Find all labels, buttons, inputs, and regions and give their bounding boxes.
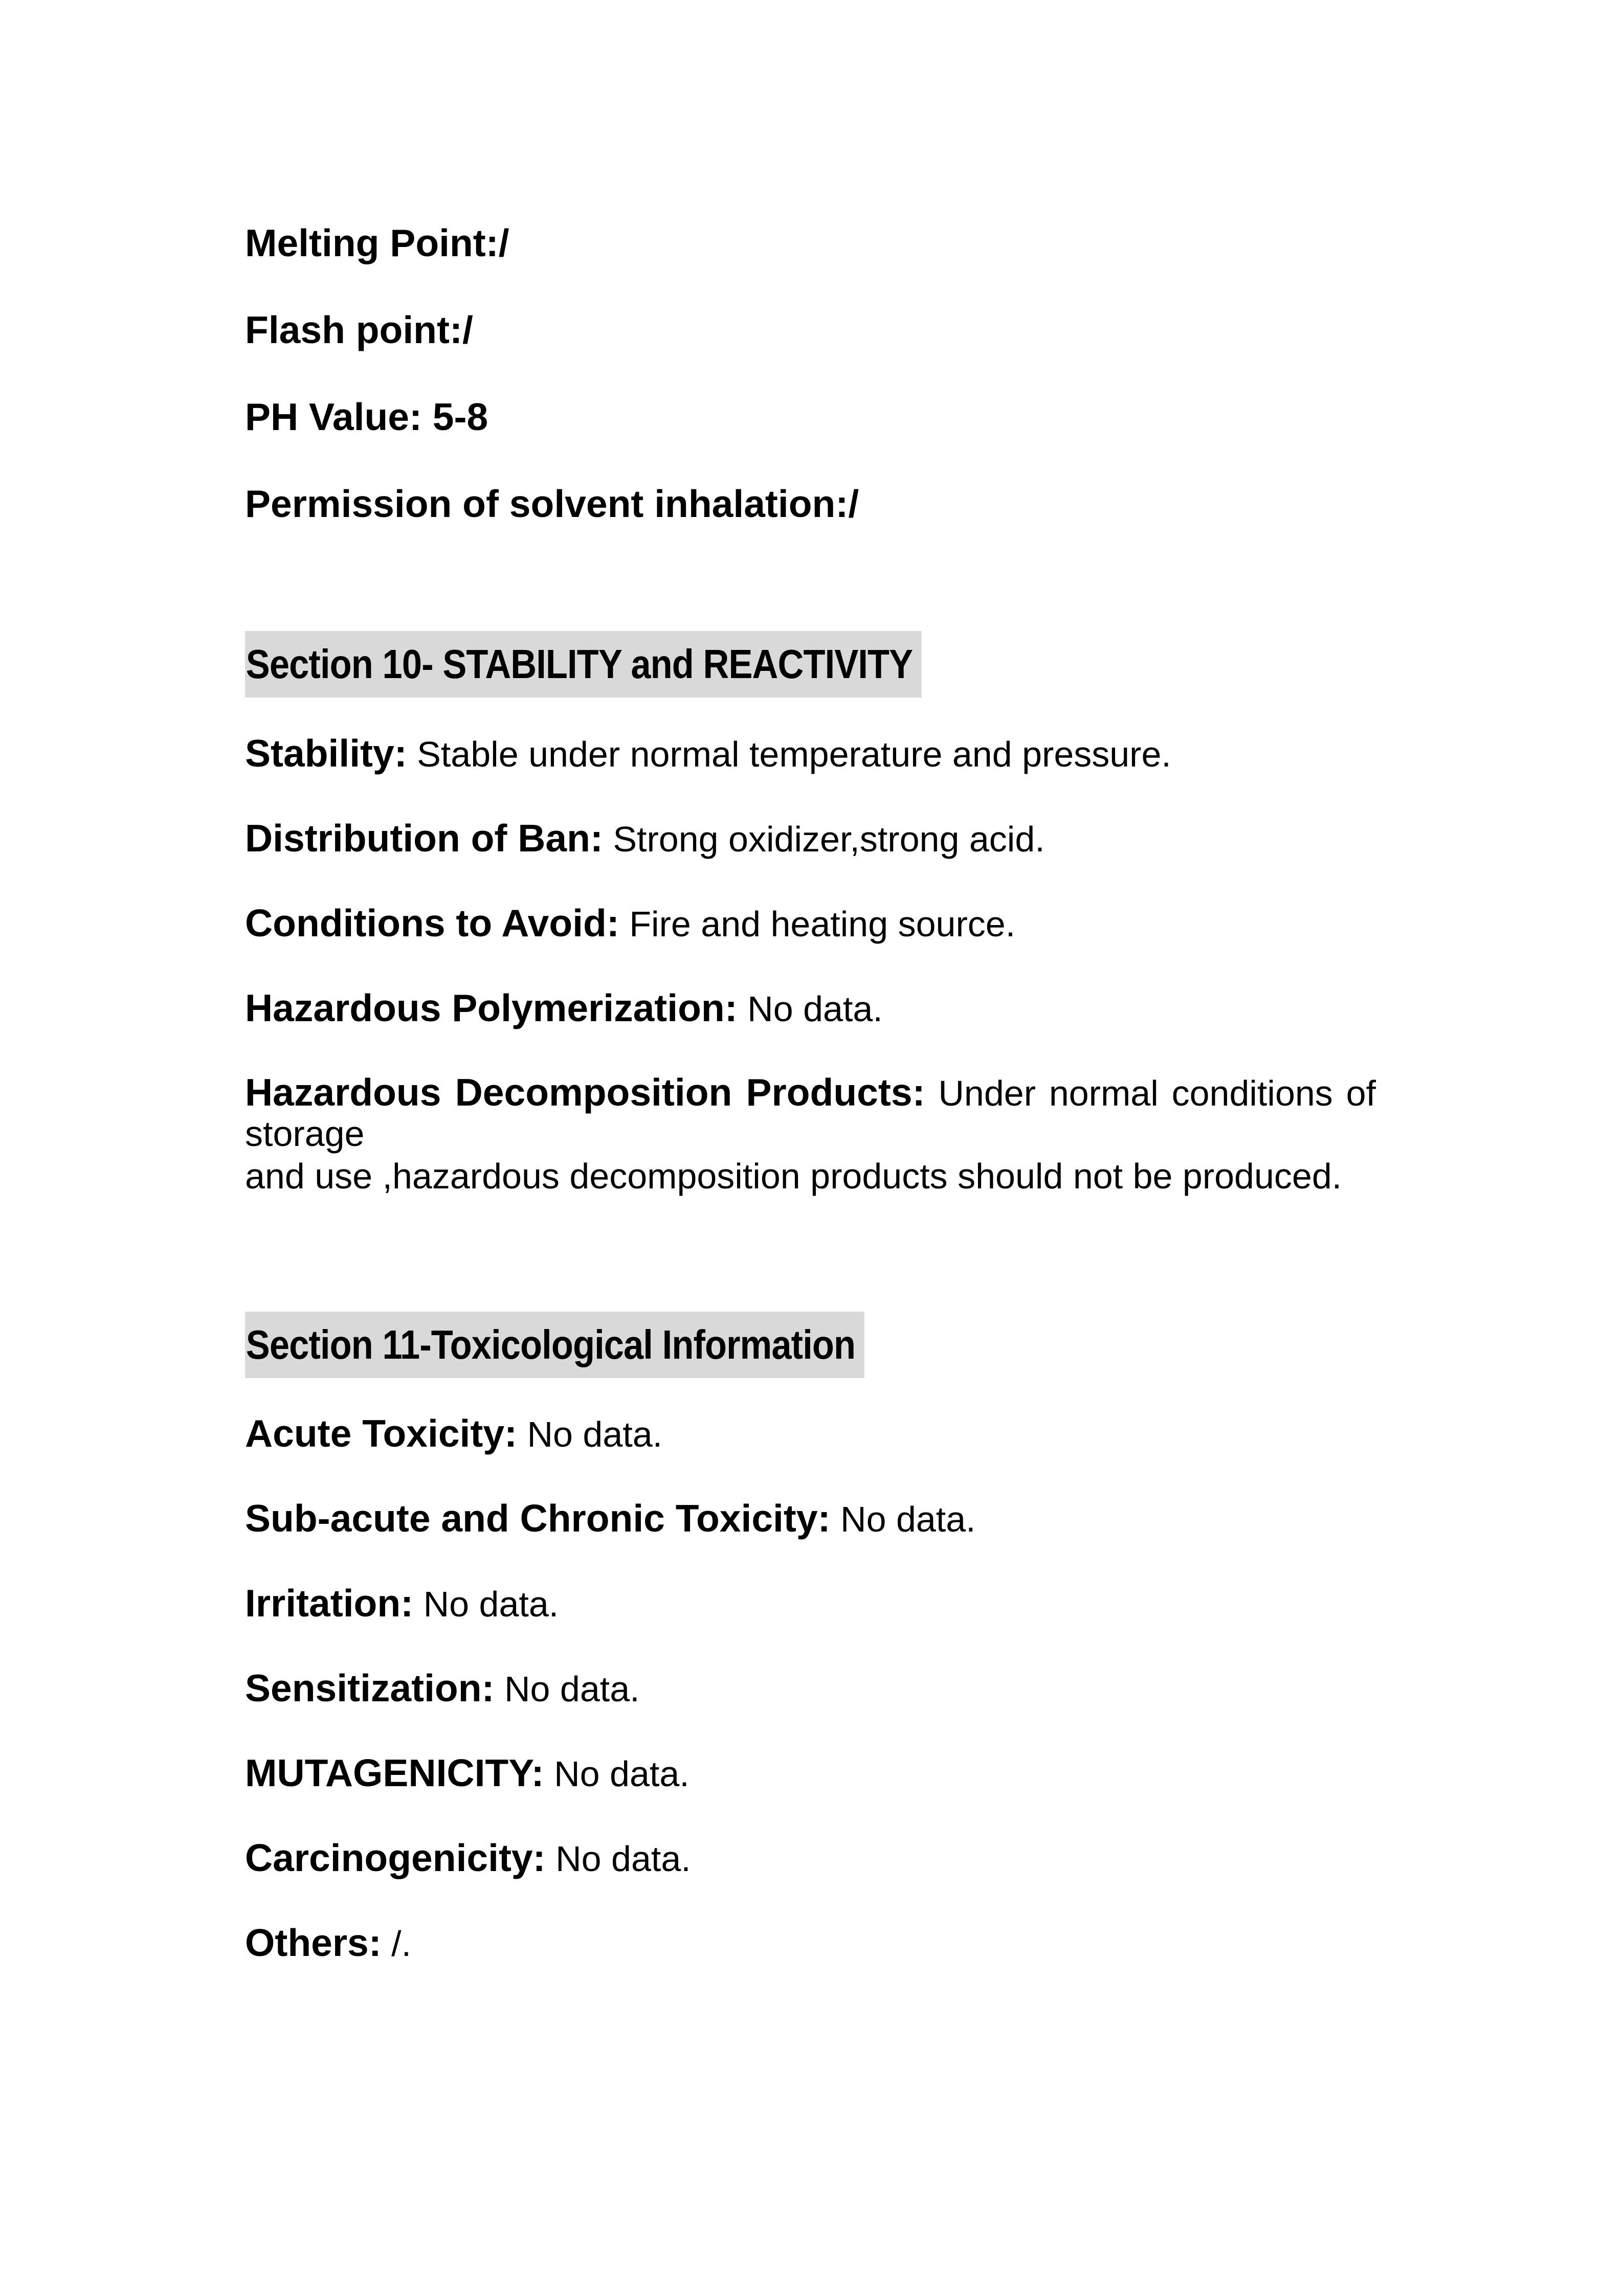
hazardous-decomposition-continuation	[245, 1156, 1376, 1196]
mutagenicity-label: MUTAGENICITY:	[245, 1751, 544, 1794]
carcinogenicity-value: No data.	[555, 1839, 691, 1879]
carcinogenicity-row	[245, 1836, 1376, 1879]
section-10-header	[245, 631, 1014, 697]
others-row	[245, 1921, 1376, 1964]
stability-value: Stable under normal temperature and pressure.	[417, 734, 1171, 774]
acute-toxicity-value: No data.	[527, 1414, 663, 1454]
section-11-header	[245, 1312, 949, 1378]
hazardous-polymerization-value: No data.	[747, 989, 883, 1029]
distribution-of-ban-value: Strong oxidizer,strong acid.	[613, 819, 1045, 859]
sub-acute-chronic-toxicity-value: No data.	[840, 1499, 976, 1539]
sub-acute-chronic-toxicity-label: Sub-acute and Chronic Toxicity:	[245, 1497, 831, 1540]
property-ph-value: PH Value: 5-8	[245, 395, 488, 438]
sensitization-value: No data.	[504, 1669, 640, 1709]
hazardous-polymerization-label: Hazardous Polymerization:	[245, 986, 738, 1029]
others-label: Others:	[245, 1921, 382, 1964]
hazardous-decomposition-row	[245, 1071, 1376, 1154]
conditions-to-avoid-value: Fire and heating source.	[629, 904, 1016, 944]
distribution-of-ban-row	[245, 817, 1376, 860]
stability-row	[245, 732, 1376, 775]
sub-acute-chronic-toxicity-row	[245, 1497, 1376, 1540]
acute-toxicity-label: Acute Toxicity:	[245, 1412, 518, 1455]
hazardous-decomposition-label: Hazardous Decomposition Products:	[245, 1071, 925, 1114]
section-11-title: Section 11-Toxicological Information	[245, 1312, 864, 1378]
property-solvent-inhalation: Permission of solvent inhalation:/	[245, 482, 859, 525]
conditions-to-avoid-label: Conditions to Avoid:	[245, 902, 619, 944]
stability-label: Stability:	[245, 732, 407, 775]
carcinogenicity-label: Carcinogenicity:	[245, 1836, 546, 1879]
acute-toxicity-row	[245, 1412, 1376, 1455]
sensitization-row	[245, 1667, 1376, 1709]
distribution-of-ban-label: Distribution of Ban:	[245, 817, 603, 860]
conditions-to-avoid-row	[245, 902, 1376, 944]
property-flash-point: Flash point:/	[245, 308, 473, 351]
mutagenicity-row	[245, 1751, 1376, 1794]
sensitization-label: Sensitization:	[245, 1667, 495, 1709]
irritation-label: Irritation:	[245, 1582, 414, 1625]
others-value: /.	[391, 1924, 412, 1964]
hazardous-polymerization-row	[245, 986, 1376, 1029]
mutagenicity-value: No data.	[554, 1754, 689, 1794]
hazardous-decomposition-value: Under normal conditions of storage	[245, 1073, 1376, 1154]
irritation-value: No data.	[423, 1584, 559, 1624]
section-10-title: Section 10- STABILITY and REACTIVITY	[245, 631, 922, 697]
irritation-row	[245, 1582, 1376, 1625]
hazardous-decomposition-continuation-text: and use ,hazardous decomposition products should not be produced.	[245, 1156, 1342, 1196]
property-melting-point: Melting Point:/	[245, 221, 509, 264]
